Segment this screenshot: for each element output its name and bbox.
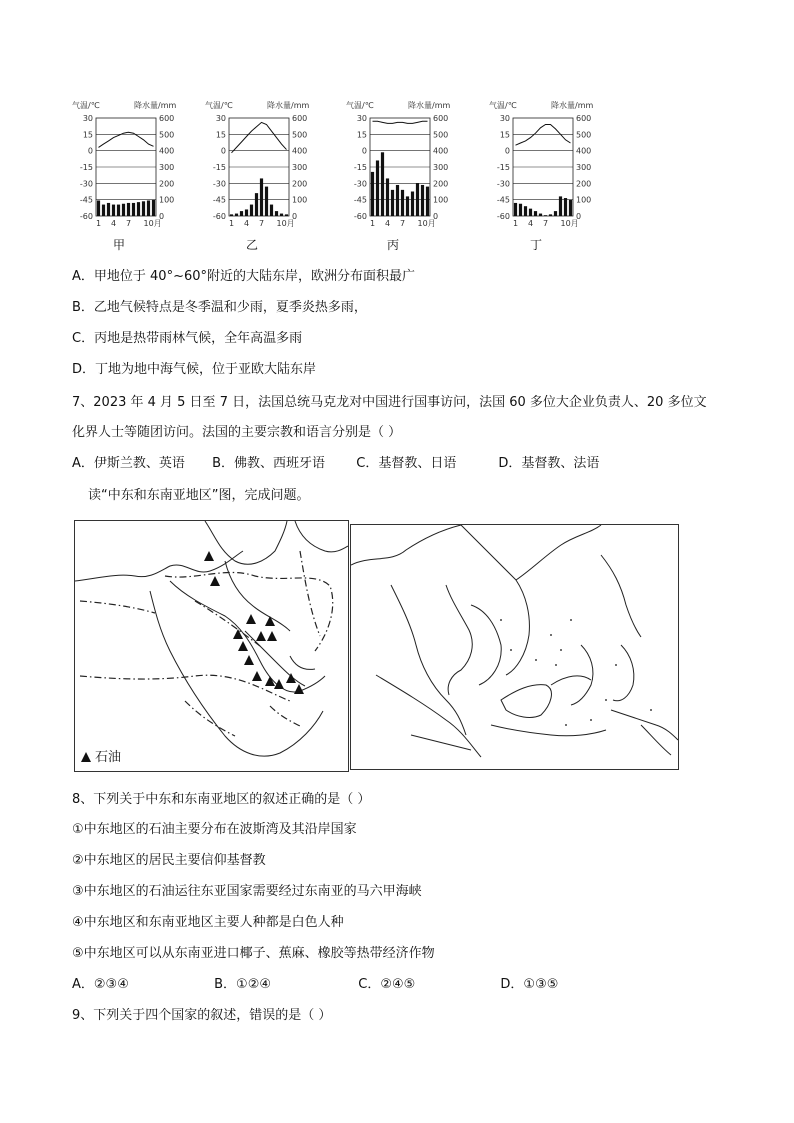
q6-option-a: A．甲地位于 40°~60°附近的大陆东岸，欧洲分布面积最广 bbox=[72, 269, 416, 284]
temp-tick-label: 30 bbox=[356, 114, 367, 123]
oil-marker bbox=[286, 673, 296, 683]
q7-option-b: B．佛教、西班牙语 bbox=[212, 456, 326, 471]
precip-tick-label: 300 bbox=[433, 163, 449, 172]
precip-bar bbox=[245, 209, 248, 216]
temperature-line bbox=[516, 125, 571, 146]
precip-bar bbox=[371, 172, 374, 216]
temp-tick-label: 0 bbox=[504, 146, 510, 156]
precip-tick-label: 0 bbox=[292, 212, 298, 221]
month-tick-label: 7 bbox=[399, 219, 406, 228]
precip-bar bbox=[519, 204, 522, 216]
southeast-asia-map bbox=[350, 524, 679, 770]
precip-bar bbox=[401, 190, 404, 216]
temp-tick-label: -60 bbox=[212, 212, 226, 221]
precip-bar bbox=[569, 200, 572, 216]
precip-tick-label: 600 bbox=[292, 114, 308, 123]
temp-tick-label: 15 bbox=[82, 130, 93, 140]
precip-bar bbox=[142, 201, 145, 216]
precip-tick-label: 0 bbox=[576, 212, 582, 221]
temp-tick-label: 30 bbox=[82, 114, 93, 123]
q8-option-b: B．①②④ bbox=[214, 977, 272, 992]
precip-tick-label: 600 bbox=[433, 114, 449, 123]
temp-axis-label: 气温/℃ bbox=[205, 101, 233, 110]
precip-bar bbox=[275, 211, 278, 216]
q8-option-c: C．②④⑤ bbox=[358, 977, 416, 992]
oil-marker bbox=[294, 684, 304, 694]
precip-axis-label: 降水量/mm bbox=[267, 101, 310, 110]
precip-bar bbox=[396, 185, 399, 216]
precip-bar bbox=[411, 192, 414, 217]
precip-tick-label: 600 bbox=[159, 114, 175, 123]
precip-tick-label: 100 bbox=[433, 195, 449, 205]
q6-option-c: C．丙地是热带雨林气候，全年高温多雨 bbox=[72, 331, 303, 346]
q7-question-line2: 化界人士等随团访问。法国的主要宗教和语言分别是（ ） bbox=[72, 425, 402, 440]
precip-bar bbox=[421, 185, 424, 216]
month-tick-label: 10月 bbox=[417, 219, 436, 228]
temp-tick-label: 30 bbox=[215, 114, 226, 123]
oil-marker bbox=[238, 641, 248, 651]
precip-bar bbox=[280, 214, 283, 216]
precip-tick-label: 400 bbox=[292, 146, 308, 156]
temp-tick-label: 0 bbox=[361, 146, 367, 156]
map-legend bbox=[81, 746, 121, 765]
precip-bar bbox=[255, 193, 258, 216]
q7-option-a: A．伊斯兰教、英语 bbox=[72, 456, 185, 471]
precip-axis-label: 降水量/mm bbox=[551, 101, 594, 110]
precip-bar bbox=[539, 214, 542, 216]
precip-bar bbox=[102, 205, 105, 216]
month-tick-label: 1 bbox=[512, 219, 519, 228]
precip-bar bbox=[137, 202, 140, 216]
oil-marker bbox=[267, 631, 277, 641]
oil-marker bbox=[265, 616, 275, 626]
temp-tick-label: -60 bbox=[353, 212, 367, 221]
precip-bar bbox=[250, 205, 253, 216]
precip-tick-label: 400 bbox=[576, 146, 592, 156]
q8-option-a: A．②③④ bbox=[72, 977, 129, 992]
precip-bar bbox=[112, 205, 115, 216]
precip-bar bbox=[235, 214, 238, 216]
temp-tick-label: -45 bbox=[212, 195, 226, 205]
oil-marker bbox=[274, 679, 284, 689]
q8-item-4: ④中东地区和东南亚地区主要人种都是白色人种 bbox=[72, 915, 344, 930]
temp-axis-label: 气温/℃ bbox=[72, 101, 100, 110]
precip-bar bbox=[152, 200, 155, 216]
precip-tick-label: 600 bbox=[576, 114, 592, 123]
temp-tick-label: 15 bbox=[499, 130, 510, 140]
temp-tick-label: -45 bbox=[79, 195, 93, 205]
precip-tick-label: 300 bbox=[292, 163, 308, 172]
temp-tick-label: -30 bbox=[496, 179, 510, 189]
oil-marker bbox=[256, 631, 266, 641]
month-tick-label: 1 bbox=[369, 219, 376, 228]
precip-bar bbox=[122, 204, 125, 216]
temp-tick-label: -60 bbox=[496, 212, 510, 221]
temp-tick-label: -45 bbox=[496, 195, 510, 205]
temp-tick-label: -30 bbox=[353, 179, 367, 189]
precip-tick-label: 300 bbox=[159, 163, 175, 172]
q7-question-line1: 7、2023 年 4 月 5 日至 7 日，法国总统马克龙对中国进行国事访问，法国 60 多位大企业负责人、20 多位文 bbox=[72, 395, 707, 410]
q8-item-2: ②中东地区的居民主要信仰基督教 bbox=[72, 853, 266, 868]
precip-tick-label: 0 bbox=[433, 212, 439, 221]
precip-bar bbox=[117, 205, 120, 216]
temperature-line bbox=[373, 121, 428, 123]
temp-tick-label: -30 bbox=[79, 179, 93, 189]
q7-option-d: D．基督教、法语 bbox=[498, 456, 600, 471]
chart-title-ding: 丁 bbox=[529, 238, 542, 252]
month-tick-label: 4 bbox=[243, 219, 250, 228]
temp-tick-label: -15 bbox=[212, 163, 226, 172]
precip-tick-label: 100 bbox=[159, 195, 175, 205]
precip-bar bbox=[386, 178, 389, 216]
chart-svg-ding bbox=[481, 96, 621, 236]
precip-tick-label: 500 bbox=[576, 130, 592, 140]
precip-bar bbox=[529, 209, 532, 216]
temp-tick-label: -15 bbox=[353, 163, 367, 172]
precip-bar bbox=[426, 187, 429, 216]
precip-bar bbox=[534, 211, 537, 216]
temp-tick-label: -15 bbox=[496, 163, 510, 172]
temp-tick-label: -15 bbox=[79, 163, 93, 172]
chart-title-jia: 甲 bbox=[112, 238, 125, 252]
oil-legend-icon bbox=[81, 752, 91, 762]
precip-tick-label: 500 bbox=[292, 130, 308, 140]
oil-marker bbox=[210, 576, 220, 586]
temp-tick-label: 0 bbox=[87, 146, 93, 156]
temp-axis-label: 气温/℃ bbox=[346, 101, 374, 110]
q8-item-3: ③中东地区的石油运往东亚国家需要经过东南亚的马六甲海峡 bbox=[72, 884, 422, 899]
precip-bar bbox=[230, 214, 233, 216]
month-tick-label: 10月 bbox=[143, 219, 162, 228]
precip-tick-label: 200 bbox=[576, 179, 592, 189]
precip-tick-label: 300 bbox=[576, 163, 592, 172]
temp-tick-label: 15 bbox=[215, 130, 226, 140]
map-intro: 读“中东和东南亚地区”图，完成问题。 bbox=[88, 488, 310, 503]
oil-marker bbox=[246, 614, 256, 624]
precip-bar bbox=[381, 152, 384, 216]
month-tick-label: 7 bbox=[258, 219, 265, 228]
precip-bar bbox=[260, 178, 263, 216]
precip-bar bbox=[270, 205, 273, 216]
map-legend-label: 石油 bbox=[95, 750, 122, 765]
precip-axis-label: 降水量/mm bbox=[134, 101, 177, 110]
temp-tick-label: 0 bbox=[220, 146, 226, 156]
chart-svg-bing bbox=[338, 96, 478, 236]
precip-tick-label: 400 bbox=[159, 146, 175, 156]
middle-east-map bbox=[74, 520, 349, 772]
precip-bar bbox=[97, 200, 100, 216]
precip-bar bbox=[265, 187, 268, 216]
precip-tick-label: 400 bbox=[433, 146, 449, 156]
oil-marker bbox=[244, 655, 254, 665]
climate-charts bbox=[0, 96, 794, 256]
precip-bar bbox=[132, 203, 135, 216]
q8-options bbox=[72, 975, 558, 995]
q7-options bbox=[72, 454, 599, 474]
oil-marker bbox=[252, 671, 262, 681]
month-tick-label: 4 bbox=[110, 219, 117, 228]
precip-bar bbox=[391, 190, 394, 216]
chart-title-yi: 乙 bbox=[245, 238, 258, 252]
precip-bar bbox=[285, 214, 288, 216]
month-tick-label: 4 bbox=[384, 219, 391, 228]
month-tick-label: 4 bbox=[527, 219, 534, 228]
temp-tick-label: 30 bbox=[499, 114, 510, 123]
precip-bar bbox=[514, 203, 517, 216]
oil-marker bbox=[204, 551, 214, 561]
q8-question: 8、下列关于中东和东南亚地区的叙述正确的是（ ） bbox=[72, 792, 371, 807]
climate-chart-yi bbox=[197, 96, 337, 256]
precip-bar bbox=[416, 183, 419, 216]
precip-bar bbox=[127, 203, 130, 216]
q8-item-5: ⑤中东地区可以从东南亚进口椰子、蕉麻、橡胶等热带经济作物 bbox=[72, 946, 435, 961]
q7-option-c: C．基督教、日语 bbox=[356, 456, 457, 471]
month-tick-label: 1 bbox=[228, 219, 235, 228]
precip-bar bbox=[107, 203, 110, 216]
precip-tick-label: 500 bbox=[433, 130, 449, 140]
precip-bar bbox=[406, 196, 409, 216]
chart-svg-yi bbox=[197, 96, 337, 236]
climate-chart-jia bbox=[64, 96, 204, 256]
precip-tick-label: 100 bbox=[576, 195, 592, 205]
precip-tick-label: 500 bbox=[159, 130, 175, 140]
precip-bar bbox=[524, 206, 527, 216]
precip-bar bbox=[564, 198, 567, 216]
q8-option-d: D．①③⑤ bbox=[500, 977, 559, 992]
month-tick-label: 7 bbox=[125, 219, 132, 228]
q6-option-b: B．乙地气候特点是冬季温和少雨，夏季炎热多雨， bbox=[72, 300, 367, 315]
temp-tick-label: -60 bbox=[79, 212, 93, 221]
precip-axis-label: 降水量/mm bbox=[408, 101, 451, 110]
precip-tick-label: 0 bbox=[159, 212, 165, 221]
chart-title-bing: 丙 bbox=[386, 238, 399, 252]
climate-chart-bing bbox=[338, 96, 478, 256]
precip-tick-label: 200 bbox=[159, 179, 175, 189]
temp-tick-label: -30 bbox=[212, 179, 226, 189]
temp-axis-label: 气温/℃ bbox=[489, 101, 517, 110]
precip-bar bbox=[559, 196, 562, 216]
climate-chart-ding bbox=[481, 96, 621, 256]
temp-tick-label: -45 bbox=[353, 195, 367, 205]
oil-marker bbox=[233, 629, 243, 639]
month-tick-label: 7 bbox=[542, 219, 549, 228]
temp-tick-label: 15 bbox=[356, 130, 367, 140]
month-tick-label: 10月 bbox=[560, 219, 579, 228]
precip-bar bbox=[147, 200, 150, 216]
precip-tick-label: 200 bbox=[292, 179, 308, 189]
precip-bar bbox=[376, 160, 379, 216]
precip-bar bbox=[240, 211, 243, 216]
q9-question: 9、下列关于四个国家的叙述，错误的是（ ） bbox=[72, 1008, 332, 1023]
middle-east-map-drawing bbox=[75, 521, 348, 771]
month-tick-label: 1 bbox=[95, 219, 102, 228]
temperature-line bbox=[232, 122, 287, 152]
precip-tick-label: 100 bbox=[292, 195, 308, 205]
precip-bar bbox=[549, 214, 552, 216]
precip-tick-label: 200 bbox=[433, 179, 449, 189]
q8-item-1: ①中东地区的石油主要分布在波斯湾及其沿岸国家 bbox=[72, 822, 357, 837]
southeast-asia-map-drawing bbox=[351, 525, 678, 769]
chart-svg-jia bbox=[64, 96, 204, 236]
precip-bar bbox=[544, 215, 547, 216]
q6-option-d: D．丁地为地中海气候，位于亚欧大陆东岸 bbox=[72, 362, 317, 377]
precip-bar bbox=[554, 211, 557, 216]
month-tick-label: 10月 bbox=[276, 219, 295, 228]
